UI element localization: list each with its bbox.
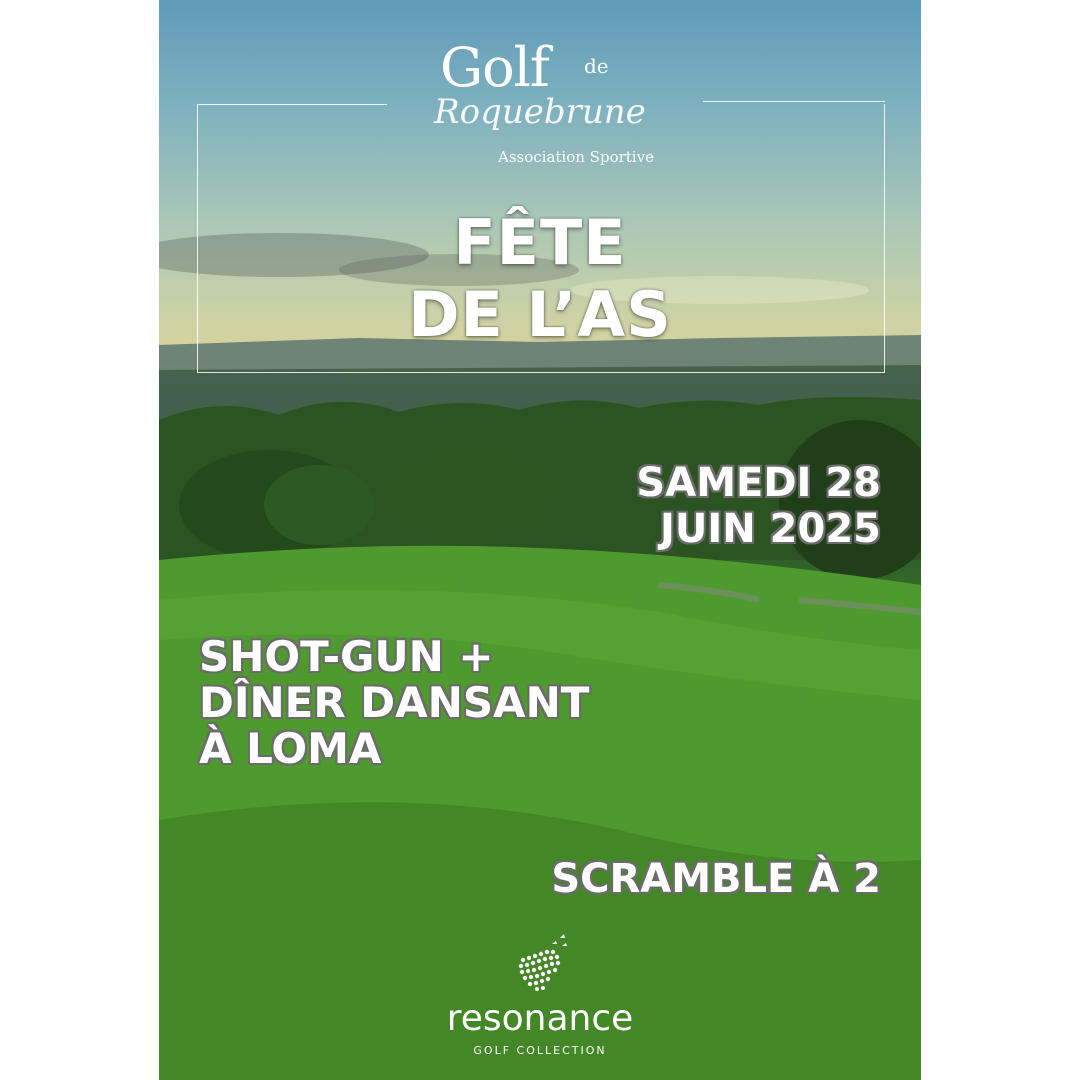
golf-roquebrune-logo — [414, 30, 674, 180]
event-date — [636, 460, 881, 552]
bird-flock-icon — [419, 932, 661, 996]
resonance-logo — [419, 932, 661, 1072]
event-line-2: DÎNER DANSANT — [199, 678, 590, 727]
event-line-3: À LOMA — [199, 724, 382, 773]
frame-top-right-line — [703, 101, 885, 102]
event-line-1: SHOT-GUN + — [199, 632, 494, 681]
frame-top-left-line — [197, 104, 387, 105]
logo-de-text: de — [584, 54, 609, 78]
logo-roquebrune-text: Roquebrune — [434, 92, 646, 132]
title-line-2: DE L’AS — [408, 278, 672, 351]
date-line-2: JUIN 2025 — [660, 506, 881, 552]
title-line-1: FÊTE — [453, 206, 627, 279]
logo-golf-text: Golf — [440, 36, 549, 99]
logo-association-text: Association Sportive — [498, 148, 654, 166]
resonance-wordmark: resonance — [446, 998, 634, 1039]
date-line-1: SAMEDI 28 — [636, 460, 881, 506]
event-poster — [159, 0, 921, 1080]
resonance-tagline: GOLF COLLECTION — [473, 1044, 607, 1057]
game-format: SCRAMBLE À 2 — [551, 856, 881, 902]
event-description — [199, 634, 589, 772]
